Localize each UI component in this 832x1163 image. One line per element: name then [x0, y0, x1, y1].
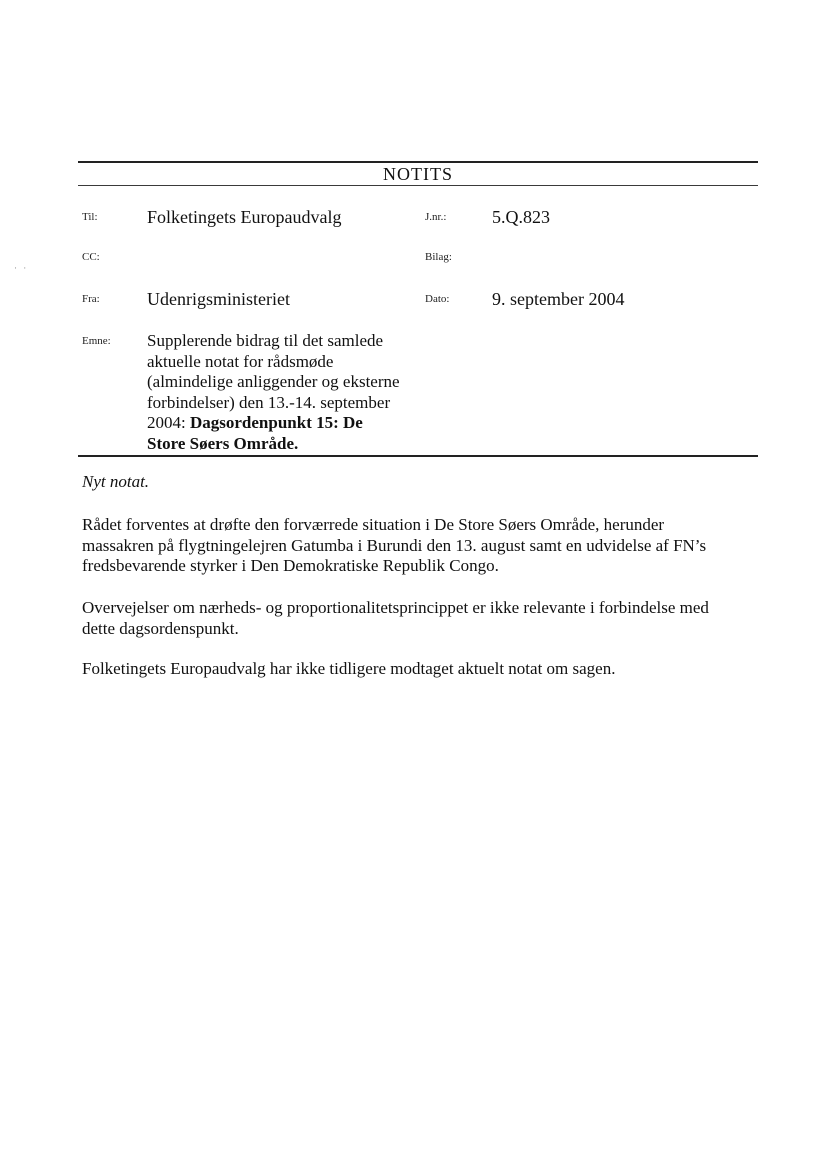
emne-label: Emne:: [82, 335, 111, 347]
subject-line: forbindelser) den 13.-14. september: [147, 392, 391, 412]
til-label: Til:: [82, 211, 98, 223]
dato-label: Dato:: [425, 293, 450, 305]
subject-line: (almindelige anliggender og eksterne: [147, 372, 400, 391]
paragraph-line: massakren på flygtningelejren Gatumba i Burundi den 13. august samt en udvidelse af FN’s: [82, 535, 707, 555]
dato-value: 9. september 2004: [492, 289, 625, 309]
cc-label: CC:: [82, 251, 100, 263]
bilag-label: Bilag:: [425, 251, 452, 263]
paragraph-subsidiarity: [82, 598, 742, 639]
paragraph-situation: [82, 515, 742, 577]
paragraph-line: dette dagsordenspunkt.: [82, 618, 239, 638]
subject-line: aktuelle notat for rådsmøde: [147, 351, 334, 371]
subject-line: [147, 413, 427, 434]
til-value: Folketingets Europaudvalg: [147, 207, 342, 227]
subject-agenda-item: Dagsordenpunkt 15: De: [189, 413, 363, 432]
header-bottom-rule: [78, 455, 758, 457]
subject-line: Supplerende bidrag til det samlede: [147, 331, 384, 350]
note-label: Nyt notat.: [82, 472, 150, 491]
subject-line: [147, 434, 427, 455]
subject-region: Store Søers Område.: [147, 433, 299, 453]
jnr-value: 5.Q.823: [492, 207, 550, 227]
subject-text: [147, 331, 427, 454]
top-rule: [78, 161, 758, 163]
fra-label: Fra:: [82, 293, 100, 305]
paragraph-committee: [82, 659, 742, 680]
paragraph-line: Folketingets Europaudvalg har ikke tidligere modtaget aktuelt notat om sagen.: [82, 659, 616, 678]
document-title: NOTITS: [383, 164, 453, 184]
paragraph-line: Overvejelser om nærheds- og proportionalitetsprincippet er ikke relevante i forbindelse med: [82, 598, 709, 617]
title-rule: [78, 185, 758, 186]
paragraph-line: Rådet forventes at drøfte den forværrede situation i De Store Søers Område, herunder: [82, 515, 665, 534]
subject-year: 2004:: [147, 413, 190, 432]
jnr-label: J.nr.:: [425, 211, 447, 223]
paragraph-line: fredsbevarende styrker i Den Demokratiske Republik Congo.: [82, 556, 499, 575]
fra-value: Udenrigsministeriet: [147, 289, 290, 309]
scan-speck-decoration: · ·: [14, 263, 29, 273]
